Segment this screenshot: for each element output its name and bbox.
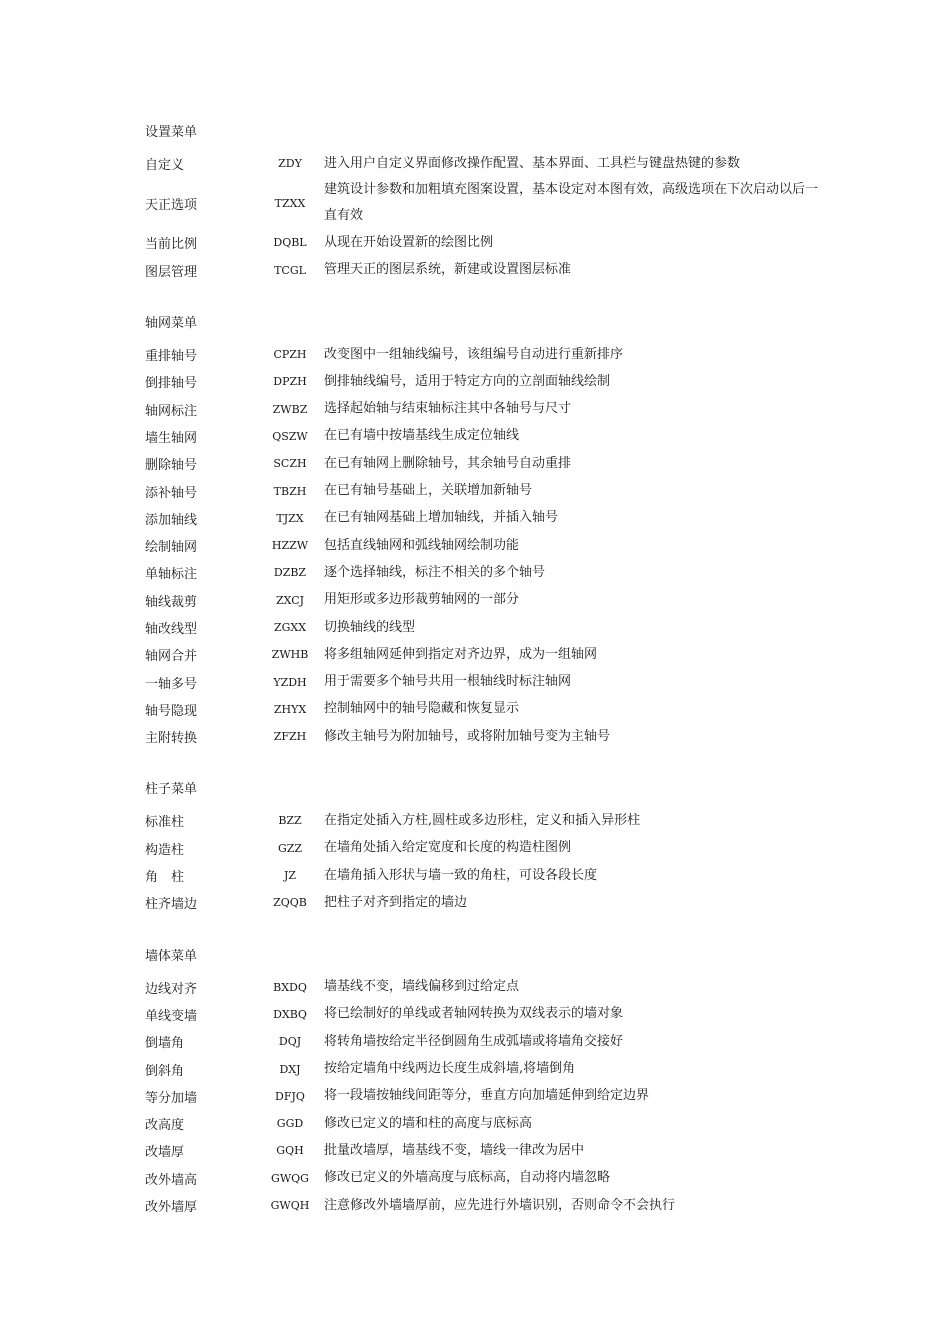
command-row	[145, 450, 825, 477]
menu-section	[145, 944, 825, 1220]
command-name: 改高度	[145, 1118, 185, 1134]
command-row	[145, 835, 825, 862]
command-name: 天正选项	[145, 197, 198, 213]
command-description: 建筑设计参数和加粗填充图案设置，基本设定对本图有效，高级选项在下次启动以后一直有效	[324, 182, 819, 224]
command-row	[145, 368, 825, 395]
command-shortcut: CPZH	[273, 348, 307, 362]
command-shortcut: SCZH	[273, 457, 307, 471]
command-description: 将转角墙按给定半径倒圆角生成弧墙或将墙角交接好	[324, 1033, 624, 1049]
command-shortcut: GWQG	[271, 1171, 309, 1185]
command-name: 自定义	[145, 158, 185, 174]
command-description: 按给定墙角中线两边长度生成斜墙,将墙倒角	[324, 1061, 576, 1077]
command-row	[145, 505, 825, 532]
command-name: 改外墙厚	[145, 1200, 198, 1216]
command-shortcut: ZQQB	[273, 896, 307, 910]
command-name: 边线对齐	[145, 981, 198, 997]
command-name: 轴网标注	[145, 403, 198, 419]
command-shortcut: GZZ	[277, 841, 303, 855]
command-shortcut: GQH	[276, 1144, 304, 1158]
command-row	[145, 341, 825, 368]
command-shortcut: HZZW	[271, 539, 309, 553]
command-row	[145, 257, 825, 284]
command-name: 柱齐墙边	[145, 897, 198, 913]
command-row	[145, 807, 825, 834]
command-shortcut: ZHYX	[273, 702, 307, 716]
command-row	[145, 477, 825, 504]
menu-section	[145, 311, 825, 750]
command-description: 在已有墙中按墙基线生成定位轴线	[324, 428, 520, 444]
command-name: 倒斜角	[145, 1063, 185, 1079]
command-name: 墙生轴网	[145, 430, 198, 446]
command-shortcut: JZ	[283, 869, 297, 883]
command-name: 单轴标注	[145, 567, 198, 583]
command-name: 当前比例	[145, 237, 198, 253]
command-shortcut: TZXX	[274, 196, 306, 210]
command-row	[145, 1137, 825, 1164]
menu-section	[145, 120, 825, 284]
command-name: 主附转换	[145, 731, 198, 747]
command-row	[145, 395, 825, 422]
command-shortcut: BXDQ	[273, 980, 307, 994]
command-name: 图层管理	[145, 264, 198, 280]
command-shortcut: ZXCJ	[275, 593, 305, 607]
command-description: 把柱子对齐到指定的墙边	[324, 894, 468, 910]
command-description: 注意修改外墙墙厚前，应先进行外墙识别，否则命令不会执行	[324, 1197, 676, 1213]
command-shortcut: DFJQ	[275, 1089, 305, 1103]
command-name: 轴线裁剪	[145, 594, 198, 610]
command-row	[145, 696, 825, 723]
command-row	[145, 1165, 825, 1192]
command-row	[145, 1028, 825, 1055]
command-row	[145, 423, 825, 450]
command-shortcut: TBZH	[273, 484, 307, 498]
command-name: 角 柱	[145, 870, 185, 886]
command-name: 轴网合并	[145, 649, 198, 665]
command-description: 将多组轴网延伸到指定对齐边界，成为一组轴网	[324, 646, 598, 662]
command-row	[145, 1055, 825, 1082]
command-name: 改墙厚	[145, 1145, 185, 1161]
command-row	[145, 532, 825, 559]
command-row	[145, 974, 825, 1001]
command-description: 包括直线轴网和弧线轴网绘制功能	[324, 537, 520, 553]
command-description: 在已有轴网基础上增加轴线，并插入轴号	[324, 510, 559, 526]
command-name: 一轴多号	[145, 676, 198, 692]
command-description: 在指定处插入方柱,圆柱或多边形柱，定义和插入异形柱	[324, 812, 641, 828]
command-description: 在墙角插入形状与墙一致的角柱，可设各段长度	[324, 867, 598, 883]
command-shortcut: GGD	[276, 1117, 304, 1131]
command-description: 在已有轴网上删除轴号，其余轴号自动重排	[324, 455, 572, 471]
command-name: 标准柱	[145, 815, 185, 831]
command-shortcut: ZDY	[278, 157, 302, 171]
command-name: 删除轴号	[145, 458, 198, 474]
command-row	[145, 668, 825, 695]
command-row	[145, 1110, 825, 1137]
command-row	[145, 723, 825, 750]
menu-section	[145, 777, 825, 916]
command-description: 逐个选择轴线，标注不相关的多个轴号	[324, 564, 546, 580]
command-description: 修改已定义的墙和柱的高度与底标高	[324, 1115, 533, 1131]
command-description: 在已有轴号基础上，关联增加新轴号	[324, 483, 533, 499]
command-description: 用于需要多个轴号共用一根轴线时标注轴网	[324, 674, 572, 690]
section-title: 设置菜单	[145, 125, 198, 140]
command-row	[145, 862, 825, 889]
command-description: 从现在开始设置新的绘图比例	[324, 234, 494, 250]
section-title: 墙体菜单	[145, 948, 198, 964]
command-shortcut: ZGXX	[273, 621, 307, 634]
command-shortcut: DXJ	[279, 1062, 301, 1076]
command-name: 等分加墙	[145, 1090, 198, 1106]
command-description: 墙基线不变，墙线偏移到过给定点	[324, 979, 520, 995]
command-reference-page	[145, 120, 825, 1246]
command-description: 倒排轴线编号，适用于特定方向的立剖面轴线绘制	[324, 373, 611, 389]
command-description: 批量改墙厚，墙基线不变，墙线一律改为居中	[324, 1142, 585, 1158]
command-row	[145, 150, 825, 177]
command-description: 切换轴线的线型	[324, 619, 416, 635]
command-row	[145, 1001, 825, 1028]
command-name: 添加轴线	[145, 512, 198, 528]
command-shortcut: ZWBZ	[272, 402, 308, 416]
command-description: 改变图中一组轴线编号，该组编号自动进行重新排序	[324, 346, 624, 362]
command-shortcut: ZWHB	[271, 648, 309, 662]
command-shortcut: BZZ	[278, 814, 302, 828]
command-row	[145, 614, 825, 641]
command-description: 修改主轴号为附加轴号，或将附加轴号变为主轴号	[324, 728, 611, 744]
command-description: 进入用户自定义界面修改操作配置、基本界面、工具栏与键盘热键的参数	[324, 155, 741, 171]
command-shortcut: YZDH	[273, 675, 307, 689]
command-shortcut: TCGL	[274, 263, 306, 277]
command-name: 倒墙角	[145, 1036, 185, 1052]
command-name: 单线变墙	[145, 1008, 198, 1024]
command-row	[145, 559, 825, 586]
command-shortcut: QSZW	[272, 429, 308, 443]
command-name: 添补轴号	[145, 485, 198, 501]
command-description: 选择起始轴与结束轴标注其中各轴号与尺寸	[324, 401, 572, 417]
command-shortcut: DPZH	[273, 375, 307, 389]
command-shortcut: TJZX	[276, 511, 304, 525]
command-name: 轴改线型	[145, 622, 198, 637]
command-shortcut: GWQH	[270, 1199, 310, 1213]
command-description: 将已绘制好的单线或者轴网转换为双线表示的墙对象	[324, 1006, 624, 1022]
command-description: 在墙角处插入给定宽度和长度的构造柱图例	[324, 840, 572, 856]
command-row	[145, 1192, 825, 1219]
command-description: 用矩形或多边形裁剪轴网的一部分	[324, 592, 520, 608]
command-shortcut: DQBL	[273, 236, 307, 250]
command-shortcut: ZFZH	[273, 730, 307, 744]
command-row	[145, 587, 825, 614]
command-name: 重排轴号	[145, 349, 198, 365]
command-row	[145, 177, 825, 229]
command-shortcut: DXBQ	[273, 1007, 307, 1021]
command-description: 管理天正的图层系统，新建或设置图层标准	[324, 262, 572, 278]
section-title: 柱子菜单	[145, 782, 198, 798]
command-name: 轴号隐现	[145, 703, 198, 719]
command-row	[145, 641, 825, 668]
command-shortcut: DQJ	[278, 1035, 302, 1049]
command-name: 倒排轴号	[145, 376, 198, 392]
command-name: 绘制轴网	[145, 540, 198, 556]
command-name: 构造柱	[145, 842, 185, 858]
command-description: 修改已定义的外墙高度与底标高，自动将内墙忽略	[324, 1170, 611, 1186]
command-row	[145, 1083, 825, 1110]
section-title: 轴网菜单	[145, 315, 198, 331]
command-shortcut: DZBZ	[273, 566, 307, 580]
command-name: 改外墙高	[145, 1172, 198, 1188]
command-description: 控制轴网中的轴号隐藏和恢复显示	[324, 701, 520, 717]
command-row	[145, 889, 825, 916]
command-description: 将一段墙按轴线间距等分，垂直方向加墙延伸到给定边界	[324, 1088, 650, 1104]
command-row	[145, 229, 825, 256]
